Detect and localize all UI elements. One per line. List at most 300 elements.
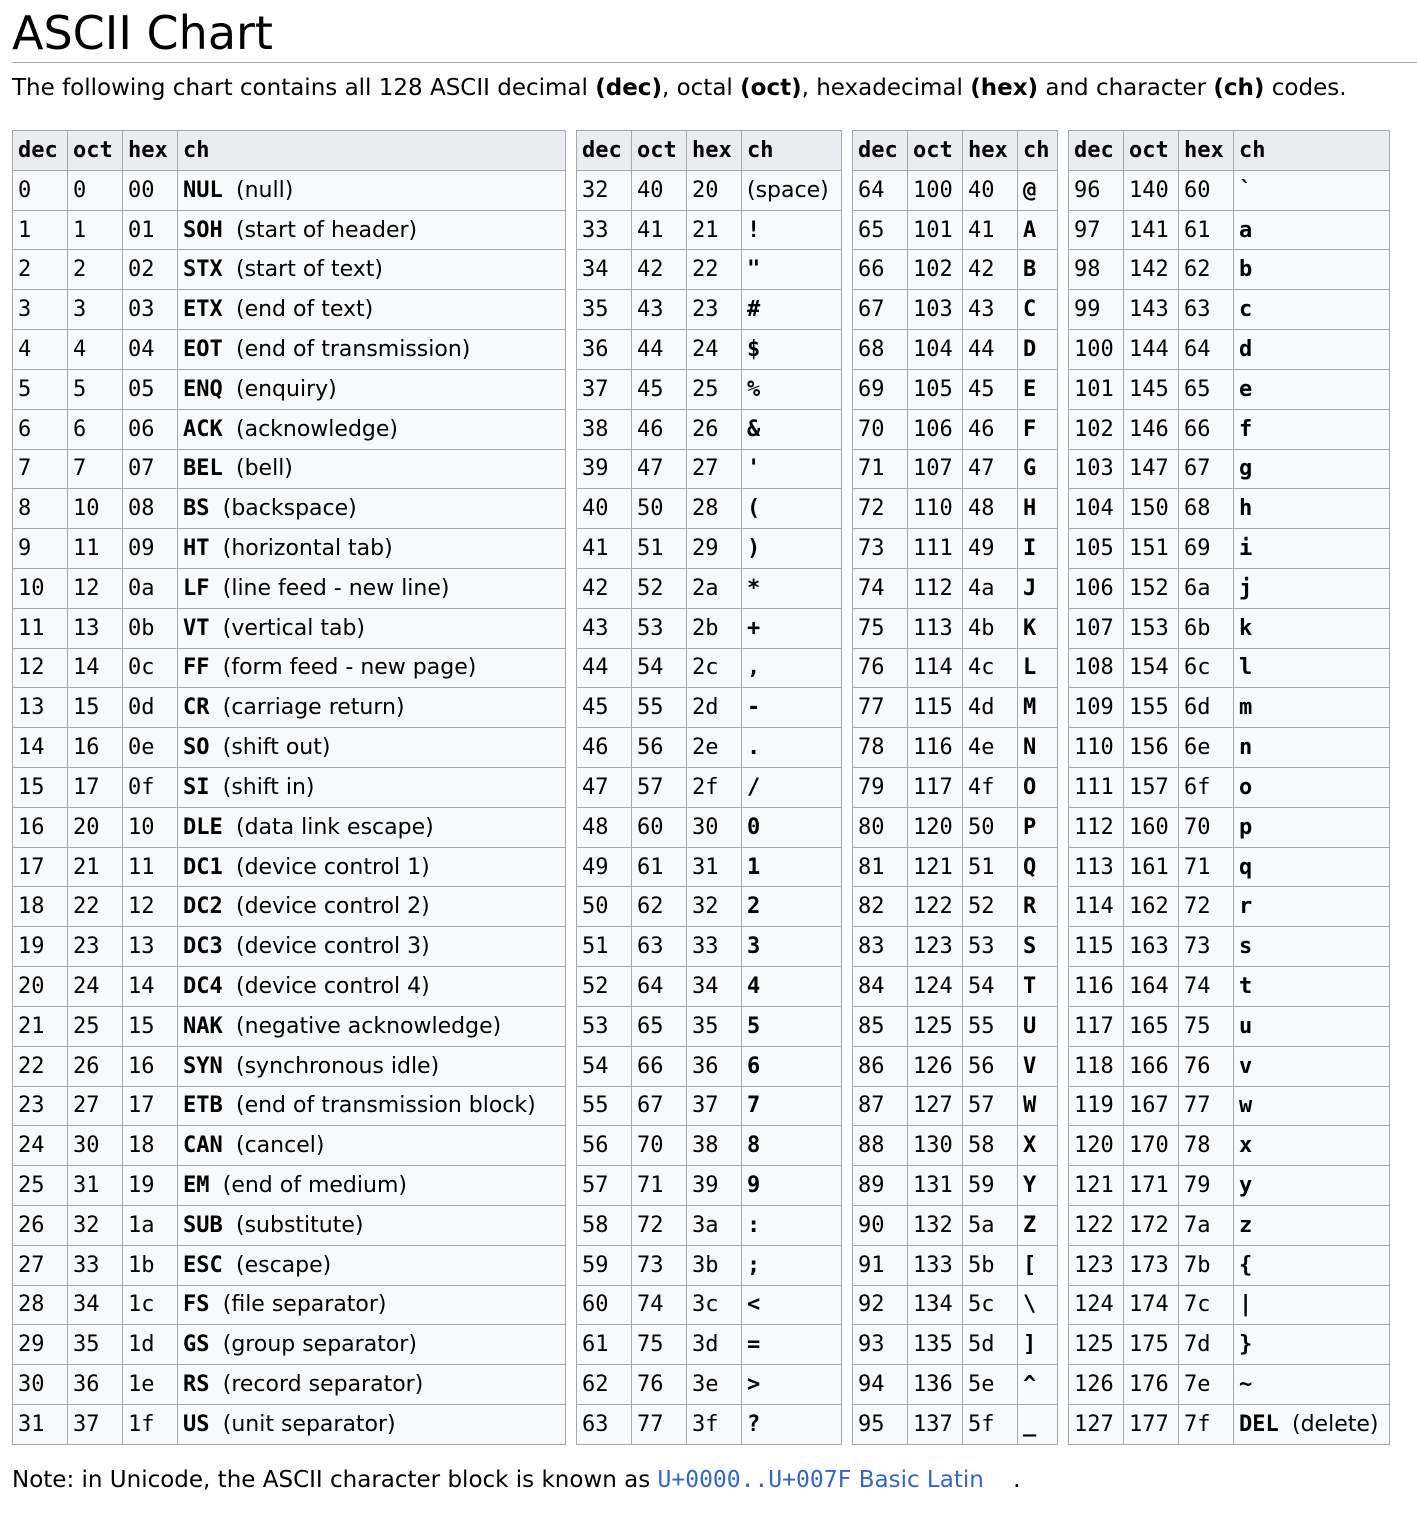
cell-ch bbox=[1018, 409, 1058, 449]
cell-oct: 174 bbox=[1124, 1285, 1179, 1325]
cell-dec: 70 bbox=[853, 409, 908, 449]
cell-dec: 56 bbox=[577, 1126, 632, 1166]
cell-oct: 0 bbox=[68, 170, 123, 210]
cell-hex: 3f bbox=[687, 1405, 742, 1445]
cell-ch bbox=[1018, 1245, 1058, 1285]
cell-oct: 152 bbox=[1124, 568, 1179, 608]
table-row bbox=[13, 1126, 566, 1166]
table-row bbox=[853, 927, 1058, 967]
cell-oct: 30 bbox=[68, 1126, 123, 1166]
table-row bbox=[13, 369, 566, 409]
cell-hex: 35 bbox=[687, 1006, 742, 1046]
cell-dec: 65 bbox=[853, 210, 908, 250]
char-code: : bbox=[747, 1212, 761, 1238]
char-code: 2 bbox=[747, 894, 761, 920]
cell-hex: 09 bbox=[123, 529, 178, 569]
table-row bbox=[853, 1405, 1058, 1445]
table-row bbox=[853, 250, 1058, 290]
char-code: HT bbox=[183, 536, 210, 562]
char-code: E bbox=[1023, 376, 1037, 402]
cell-ch bbox=[178, 1126, 566, 1166]
cell-oct: 4 bbox=[68, 330, 123, 370]
cell-hex: 44 bbox=[963, 330, 1018, 370]
table-row bbox=[1069, 768, 1390, 808]
cell-dec: 25 bbox=[13, 1166, 68, 1206]
cell-dec: 122 bbox=[1069, 1205, 1124, 1245]
cell-hex: 5c bbox=[963, 1285, 1018, 1325]
cell-ch bbox=[742, 807, 842, 847]
cell-ch bbox=[1018, 529, 1058, 569]
char-code: P bbox=[1023, 814, 1037, 840]
char-code: RS bbox=[183, 1372, 210, 1398]
cell-ch bbox=[1234, 887, 1390, 927]
cell-hex: 15 bbox=[123, 1006, 178, 1046]
char-code: q bbox=[1239, 854, 1253, 880]
table-row bbox=[13, 927, 566, 967]
table-row bbox=[577, 1086, 842, 1126]
cell-oct: 60 bbox=[632, 807, 687, 847]
char-code: j bbox=[1239, 575, 1253, 601]
intro-ch: (ch) bbox=[1213, 75, 1265, 101]
cell-oct: 6 bbox=[68, 409, 123, 449]
char-description: (data link escape) bbox=[236, 814, 434, 840]
char-code: b bbox=[1239, 257, 1253, 283]
cell-ch bbox=[178, 768, 566, 808]
cell-oct: 20 bbox=[68, 807, 123, 847]
table-row bbox=[13, 807, 566, 847]
cell-dec: 79 bbox=[853, 768, 908, 808]
char-code: Q bbox=[1023, 854, 1037, 880]
cell-oct: 54 bbox=[632, 648, 687, 688]
cell-hex: 7e bbox=[1179, 1365, 1234, 1405]
table-row bbox=[13, 967, 566, 1007]
table-row bbox=[13, 1046, 566, 1086]
column-header-hex: hex bbox=[687, 131, 742, 171]
cell-dec: 94 bbox=[853, 1365, 908, 1405]
cell-ch bbox=[178, 210, 566, 250]
char-code: VT bbox=[183, 615, 210, 641]
cell-oct: 65 bbox=[632, 1006, 687, 1046]
cell-ch bbox=[178, 1046, 566, 1086]
basic-latin-link[interactable] bbox=[658, 1467, 984, 1493]
cell-hex: 4d bbox=[963, 688, 1018, 728]
char-code: SUB bbox=[183, 1212, 223, 1238]
char-code: = bbox=[747, 1332, 761, 1358]
cell-oct: 66 bbox=[632, 1046, 687, 1086]
cell-dec: 110 bbox=[1069, 728, 1124, 768]
table-row bbox=[1069, 1166, 1390, 1206]
cell-hex: 00 bbox=[123, 170, 178, 210]
cell-hex: 14 bbox=[123, 967, 178, 1007]
cell-dec: 100 bbox=[1069, 330, 1124, 370]
cell-dec: 34 bbox=[577, 250, 632, 290]
cell-hex: 7f bbox=[1179, 1405, 1234, 1445]
char-code: * bbox=[747, 575, 761, 601]
cell-oct: 100 bbox=[908, 170, 963, 210]
table-row bbox=[1069, 967, 1390, 1007]
char-code: f bbox=[1239, 416, 1253, 442]
cell-hex: 1e bbox=[123, 1365, 178, 1405]
char-code: GS bbox=[183, 1332, 210, 1358]
table-row bbox=[853, 807, 1058, 847]
table-row bbox=[853, 1325, 1058, 1365]
ascii-table-1 bbox=[576, 130, 842, 1445]
table-row bbox=[853, 1166, 1058, 1206]
table-row bbox=[577, 768, 842, 808]
cell-oct: 115 bbox=[908, 688, 963, 728]
cell-oct: 176 bbox=[1124, 1365, 1179, 1405]
cell-hex: 79 bbox=[1179, 1166, 1234, 1206]
table-row bbox=[1069, 1086, 1390, 1126]
cell-oct: 167 bbox=[1124, 1086, 1179, 1126]
table-row bbox=[13, 290, 566, 330]
cell-hex: 22 bbox=[687, 250, 742, 290]
char-description: (unit separator) bbox=[222, 1412, 396, 1437]
cell-oct: 130 bbox=[908, 1126, 963, 1166]
cell-hex: 0c bbox=[123, 648, 178, 688]
cell-oct: 11 bbox=[68, 529, 123, 569]
table-row bbox=[577, 1006, 842, 1046]
cell-dec: 126 bbox=[1069, 1365, 1124, 1405]
cell-ch bbox=[742, 967, 842, 1007]
char-code: ~ bbox=[1239, 1372, 1253, 1398]
cell-ch bbox=[1018, 728, 1058, 768]
cell-ch bbox=[1234, 369, 1390, 409]
cell-ch bbox=[1234, 688, 1390, 728]
cell-hex: 78 bbox=[1179, 1126, 1234, 1166]
cell-oct: 70 bbox=[632, 1126, 687, 1166]
char-code: c bbox=[1239, 297, 1253, 323]
cell-ch bbox=[178, 1205, 566, 1245]
table-row bbox=[1069, 489, 1390, 529]
cell-hex: 40 bbox=[963, 170, 1018, 210]
cell-ch bbox=[1018, 807, 1058, 847]
note bbox=[12, 1467, 1417, 1493]
cell-oct: 36 bbox=[68, 1365, 123, 1405]
cell-oct: 105 bbox=[908, 369, 963, 409]
column-header-dec: dec bbox=[1069, 131, 1124, 171]
char-code: S bbox=[1023, 934, 1037, 960]
cell-dec: 112 bbox=[1069, 807, 1124, 847]
char-code: Y bbox=[1023, 1173, 1037, 1199]
cell-ch bbox=[1018, 1086, 1058, 1126]
char-description: (end of transmission) bbox=[236, 336, 471, 362]
cell-ch bbox=[178, 1365, 566, 1405]
cell-hex: 12 bbox=[123, 887, 178, 927]
cell-oct: 147 bbox=[1124, 449, 1179, 489]
cell-ch bbox=[1018, 369, 1058, 409]
table-row bbox=[1069, 1405, 1390, 1445]
table-row bbox=[13, 489, 566, 529]
cell-oct: 27 bbox=[68, 1086, 123, 1126]
cell-dec: 61 bbox=[577, 1325, 632, 1365]
char-code: u bbox=[1239, 1013, 1253, 1039]
cell-ch bbox=[1018, 608, 1058, 648]
table-row bbox=[853, 369, 1058, 409]
cell-ch bbox=[742, 409, 842, 449]
char-code: ) bbox=[747, 536, 761, 562]
cell-ch bbox=[1234, 250, 1390, 290]
cell-oct: 111 bbox=[908, 529, 963, 569]
cell-hex: 59 bbox=[963, 1166, 1018, 1206]
cell-hex: 67 bbox=[1179, 449, 1234, 489]
table-row bbox=[853, 489, 1058, 529]
cell-oct: 62 bbox=[632, 887, 687, 927]
char-code: e bbox=[1239, 376, 1253, 402]
table-row bbox=[1069, 1126, 1390, 1166]
cell-oct: 61 bbox=[632, 847, 687, 887]
cell-hex: 70 bbox=[1179, 807, 1234, 847]
char-code: DLE bbox=[183, 814, 223, 840]
cell-dec: 35 bbox=[577, 290, 632, 330]
cell-dec: 11 bbox=[13, 608, 68, 648]
char-code: DEL bbox=[1239, 1412, 1279, 1437]
cell-dec: 30 bbox=[13, 1365, 68, 1405]
table-row bbox=[13, 728, 566, 768]
char-code: N bbox=[1023, 735, 1037, 761]
char-code: ENQ bbox=[183, 376, 223, 402]
table-row bbox=[1069, 847, 1390, 887]
cell-oct: 15 bbox=[68, 688, 123, 728]
cell-dec: 29 bbox=[13, 1325, 68, 1365]
table-row bbox=[577, 449, 842, 489]
cell-oct: 33 bbox=[68, 1245, 123, 1285]
link-code: U+0000..U+007F bbox=[657, 1467, 852, 1493]
column-header-oct: oct bbox=[908, 131, 963, 171]
cell-hex: 4b bbox=[963, 608, 1018, 648]
table-row bbox=[853, 290, 1058, 330]
table-row bbox=[1069, 927, 1390, 967]
cell-hex: 64 bbox=[1179, 330, 1234, 370]
cell-dec: 102 bbox=[1069, 409, 1124, 449]
cell-oct: 155 bbox=[1124, 688, 1179, 728]
table-row bbox=[577, 369, 842, 409]
char-code: R bbox=[1023, 894, 1037, 920]
cell-oct: 53 bbox=[632, 608, 687, 648]
char-code: CR bbox=[183, 695, 210, 721]
char-code: [ bbox=[1023, 1252, 1037, 1278]
char-code: } bbox=[1239, 1332, 1253, 1358]
cell-dec: 49 bbox=[577, 847, 632, 887]
char-code: O bbox=[1023, 774, 1037, 800]
cell-oct: 150 bbox=[1124, 489, 1179, 529]
char-code: DC1 bbox=[183, 854, 223, 880]
char-description: (horizontal tab) bbox=[222, 536, 393, 562]
cell-ch bbox=[1018, 290, 1058, 330]
char-code: ' bbox=[747, 456, 761, 482]
cell-dec: 64 bbox=[853, 170, 908, 210]
cell-ch bbox=[178, 1245, 566, 1285]
table-row bbox=[577, 1285, 842, 1325]
char-description: (form feed - new page) bbox=[222, 655, 477, 681]
cell-hex: 46 bbox=[963, 409, 1018, 449]
table-row bbox=[1069, 369, 1390, 409]
cell-dec: 8 bbox=[13, 489, 68, 529]
char-code: NAK bbox=[183, 1013, 223, 1039]
cell-hex: 5a bbox=[963, 1205, 1018, 1245]
cell-ch bbox=[1018, 1205, 1058, 1245]
cell-hex: 2f bbox=[687, 768, 742, 808]
cell-oct: 22 bbox=[68, 887, 123, 927]
char-description: (shift in) bbox=[222, 774, 315, 800]
cell-hex: 32 bbox=[687, 887, 742, 927]
cell-dec: 44 bbox=[577, 648, 632, 688]
cell-ch bbox=[742, 290, 842, 330]
cell-dec: 118 bbox=[1069, 1046, 1124, 1086]
cell-ch bbox=[742, 688, 842, 728]
cell-ch bbox=[1018, 927, 1058, 967]
cell-ch bbox=[742, 1086, 842, 1126]
table-row bbox=[577, 807, 842, 847]
cell-hex: 4c bbox=[963, 648, 1018, 688]
cell-oct: 13 bbox=[68, 608, 123, 648]
table-row bbox=[1069, 887, 1390, 927]
char-code: L bbox=[1023, 655, 1037, 681]
header-row bbox=[13, 131, 566, 171]
cell-dec: 41 bbox=[577, 529, 632, 569]
cell-ch bbox=[178, 1166, 566, 1206]
cell-hex: 50 bbox=[963, 807, 1018, 847]
table-row bbox=[853, 409, 1058, 449]
cell-oct: 161 bbox=[1124, 847, 1179, 887]
cell-dec: 98 bbox=[1069, 250, 1124, 290]
cell-hex: 3b bbox=[687, 1245, 742, 1285]
table-row bbox=[13, 210, 566, 250]
char-description: (end of medium) bbox=[222, 1173, 407, 1199]
cell-dec: 67 bbox=[853, 290, 908, 330]
cell-oct: 121 bbox=[908, 847, 963, 887]
table-row bbox=[853, 887, 1058, 927]
cell-oct: 75 bbox=[632, 1325, 687, 1365]
cell-ch bbox=[178, 688, 566, 728]
cell-dec: 50 bbox=[577, 887, 632, 927]
table-row bbox=[577, 887, 842, 927]
cell-ch bbox=[742, 927, 842, 967]
cell-oct: 5 bbox=[68, 369, 123, 409]
cell-ch bbox=[1018, 568, 1058, 608]
cell-dec: 85 bbox=[853, 1006, 908, 1046]
cell-hex: 41 bbox=[963, 210, 1018, 250]
cell-dec: 26 bbox=[13, 1205, 68, 1245]
cell-hex: 29 bbox=[687, 529, 742, 569]
cell-oct: 43 bbox=[632, 290, 687, 330]
table-row bbox=[853, 170, 1058, 210]
cell-dec: 43 bbox=[577, 608, 632, 648]
cell-ch bbox=[1234, 1245, 1390, 1285]
table-row bbox=[577, 1245, 842, 1285]
table-row bbox=[1069, 449, 1390, 489]
cell-hex: 36 bbox=[687, 1046, 742, 1086]
char-code: 5 bbox=[747, 1013, 761, 1039]
column-header-ch: ch bbox=[742, 131, 842, 171]
cell-ch bbox=[1234, 1405, 1390, 1445]
cell-dec: 31 bbox=[13, 1405, 68, 1445]
char-code: y bbox=[1239, 1173, 1253, 1199]
char-code: 0 bbox=[747, 814, 761, 840]
cell-dec: 62 bbox=[577, 1365, 632, 1405]
table-row bbox=[1069, 1365, 1390, 1405]
cell-dec: 68 bbox=[853, 330, 908, 370]
cell-hex: 43 bbox=[963, 290, 1018, 330]
char-description: (group separator) bbox=[222, 1332, 417, 1358]
cell-hex: 6f bbox=[1179, 768, 1234, 808]
cell-hex: 61 bbox=[1179, 210, 1234, 250]
cell-oct: 144 bbox=[1124, 330, 1179, 370]
cell-ch bbox=[178, 927, 566, 967]
char-code: % bbox=[747, 376, 761, 402]
cell-hex: 3a bbox=[687, 1205, 742, 1245]
table-row bbox=[1069, 728, 1390, 768]
cell-oct: 12 bbox=[68, 568, 123, 608]
cell-dec: 36 bbox=[577, 330, 632, 370]
cell-dec: 47 bbox=[577, 768, 632, 808]
cell-oct: 146 bbox=[1124, 409, 1179, 449]
cell-hex: 6e bbox=[1179, 728, 1234, 768]
cell-hex: 69 bbox=[1179, 529, 1234, 569]
cell-oct: 71 bbox=[632, 1166, 687, 1206]
cell-oct: 122 bbox=[908, 887, 963, 927]
cell-hex: 19 bbox=[123, 1166, 178, 1206]
cell-oct: 26 bbox=[68, 1046, 123, 1086]
table-row bbox=[13, 1325, 566, 1365]
table-row bbox=[577, 489, 842, 529]
cell-dec: 77 bbox=[853, 688, 908, 728]
char-code: EM bbox=[183, 1173, 210, 1199]
char-description: (escape) bbox=[236, 1252, 332, 1278]
char-description: (end of transmission block) bbox=[236, 1093, 536, 1119]
cell-dec: 27 bbox=[13, 1245, 68, 1285]
char-code: r bbox=[1239, 894, 1253, 920]
cell-oct: 101 bbox=[908, 210, 963, 250]
intro-s3: and character bbox=[1038, 75, 1214, 101]
cell-ch bbox=[178, 608, 566, 648]
cell-oct: 67 bbox=[632, 1086, 687, 1126]
char-code: | bbox=[1239, 1292, 1253, 1318]
cell-dec: 116 bbox=[1069, 967, 1124, 1007]
cell-ch bbox=[178, 1006, 566, 1046]
char-code: v bbox=[1239, 1053, 1253, 1079]
column-header-oct: oct bbox=[632, 131, 687, 171]
intro-s2: , hexadecimal bbox=[801, 75, 971, 101]
cell-dec: 59 bbox=[577, 1245, 632, 1285]
cell-hex: 0b bbox=[123, 608, 178, 648]
cell-dec: 75 bbox=[853, 608, 908, 648]
table-row bbox=[577, 688, 842, 728]
cell-ch bbox=[1018, 688, 1058, 728]
cell-hex: 53 bbox=[963, 927, 1018, 967]
cell-dec: 42 bbox=[577, 568, 632, 608]
table-row bbox=[577, 927, 842, 967]
cell-ch bbox=[1018, 887, 1058, 927]
char-description: (null) bbox=[236, 177, 294, 203]
cell-hex: 0f bbox=[123, 768, 178, 808]
cell-hex: 28 bbox=[687, 489, 742, 529]
cell-hex: 04 bbox=[123, 330, 178, 370]
cell-dec: 99 bbox=[1069, 290, 1124, 330]
char-code: EOT bbox=[183, 336, 223, 362]
cell-oct: 165 bbox=[1124, 1006, 1179, 1046]
cell-ch bbox=[742, 1046, 842, 1086]
cell-ch bbox=[178, 290, 566, 330]
cell-hex: 3c bbox=[687, 1285, 742, 1325]
cell-oct: 114 bbox=[908, 648, 963, 688]
cell-dec: 89 bbox=[853, 1166, 908, 1206]
char-code: K bbox=[1023, 615, 1037, 641]
char-code: g bbox=[1239, 456, 1253, 482]
char-description: (vertical tab) bbox=[222, 615, 366, 641]
cell-ch bbox=[1234, 768, 1390, 808]
cell-ch bbox=[178, 967, 566, 1007]
